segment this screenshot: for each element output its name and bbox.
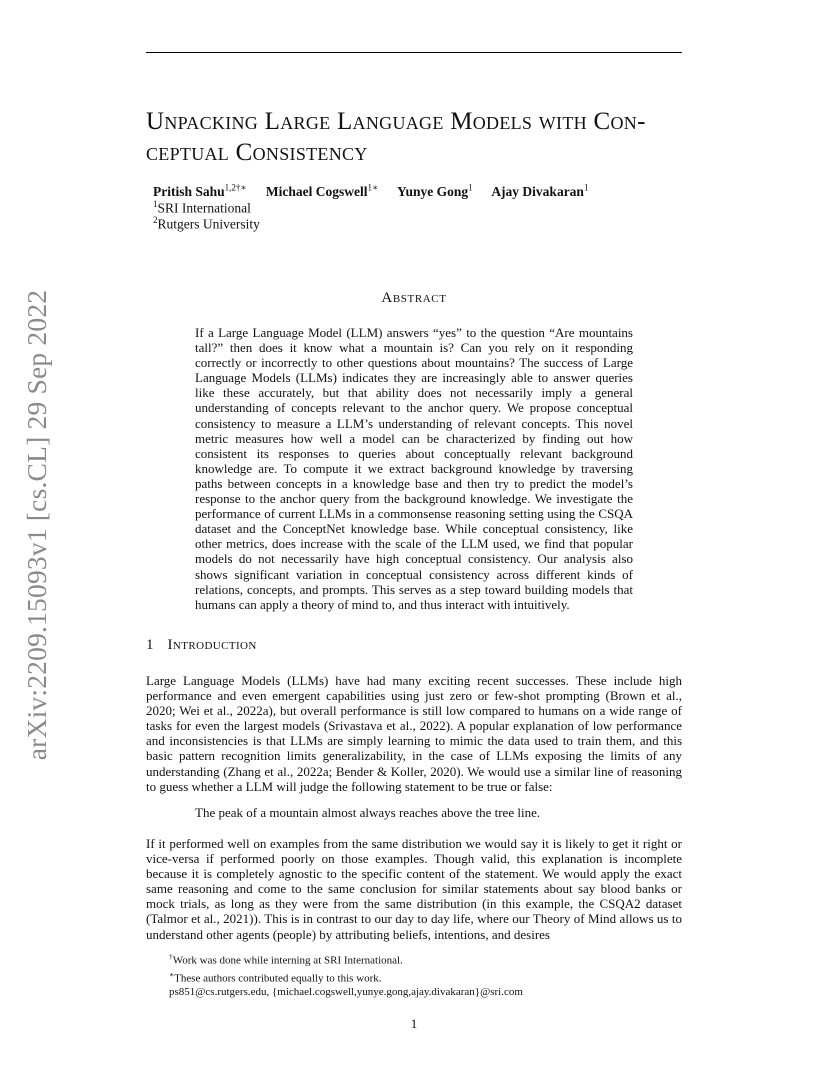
quoted-statement: The peak of a mountain almost always reaches above the tree line. (195, 805, 541, 820)
author-list (153, 182, 604, 200)
footnote-mark: ∗ (169, 970, 175, 980)
footnote-text: Work was done while interning at SRI International. (172, 954, 403, 967)
top-rule (146, 52, 682, 53)
author-affil-mark: 1 (468, 182, 473, 192)
abstract-text: If a Large Language Model (LLM) answers “yes” to the question “Are mountains tall?” then does it know what a mountain is? Can you rely on it responding correctly or incorrectly to other questions about mountains? The success of Large Language Models (LLMs) indicates they are increasingly able to answer queries like these accurately, but that ability does not necessarily imply a general understanding of concepts relevant to the anchor query. We propose conceptual consistency to measure a LLM’s understanding of relevant concepts. This novel metric measures how well a model can be characterized by finding out how consistent its responses to queries about conceptually relevant background knowledge are. To compute it we extract background knowledge by traversing paths between concepts in a knowledge base and then try to predict the model’s response to the anchor query from the background knowledge. We investigate the performance of current LLMs in a commonsense reasoning setting using the CSQA dataset and the ConceptNet knowledge base. While conceptual consistency, like other metrics, does increase with the scale of the LLM used, we find that popular models do not necessarily have high conceptual consistency. Our analysis also shows significant variation in conceptual consistency across different kinds of relations, concepts, and prompts. This serves as a step toward building models that humans can apply a theory of mind to, and thus interact with intuitively. (195, 325, 633, 612)
footnote-emails (169, 986, 523, 1000)
section-title: Introduction (167, 637, 257, 653)
author (491, 184, 588, 199)
footnote (169, 950, 523, 968)
paper-title (146, 106, 706, 168)
intro-paragraph: If it performed well on examples from the same distribution we would say it is likely to get it right or vice-versa if performed poorly on those examples. Though valid, this explanation is incomplete because it is completely agnostic to the specific content of the statement. We would apply the exact same reasoning and come to the same conclusion for similar statements about say blood banks or mock trials, as long as they were from the same distribution (in this example, the CSQA2 dataset (Talmor et al., 2021)). This is in contrast to our day to day life, where our Theory of Mind allows us to understand other agents (people) by attributing beliefs, intentions, and desires (146, 836, 682, 942)
abstract-heading: Abstract (381, 290, 447, 306)
page-number: 1 (410, 1016, 418, 1031)
author (397, 184, 473, 199)
footnote-text: ps851@cs.rutgers.edu, {michael.cogswell,yunye.gong,ajay.divakaran}@sri.com (169, 986, 523, 999)
footnotes (169, 950, 523, 1000)
footnote (169, 968, 523, 986)
section-heading (146, 637, 257, 654)
author-name: Yunye Gong (397, 183, 469, 199)
title-line-2: ceptual Consistency (146, 139, 368, 166)
section-number: 1 (146, 637, 154, 653)
author-name: Pritish Sahu (153, 183, 225, 199)
affiliation (153, 215, 260, 233)
author-affil-mark: 1∗ (367, 182, 379, 192)
author-affil-mark: 1 (583, 182, 589, 192)
author (153, 184, 247, 199)
affiliation-mark: 1 (153, 199, 158, 209)
affiliation (153, 199, 251, 217)
footnote-text: These authors contributed equally to this work. (174, 972, 382, 985)
author-name: Michael Cogswell (265, 183, 368, 199)
arxiv-stamp (12, 290, 62, 760)
affiliation-name: Rutgers University (157, 216, 260, 232)
arxiv-id: arXiv:2209.15093v1 [cs.CL] 29 Sep 2022 (21, 289, 52, 761)
author-affil-mark: 1,2†∗ (224, 182, 247, 192)
title-line-1: Unpacking Large Language Models with Con- (146, 108, 646, 135)
affiliation-name: SRI International (157, 200, 251, 216)
footnote-mark: † (169, 952, 173, 961)
author-name: Ajay Divakaran (491, 183, 584, 199)
affiliation-mark: 2 (153, 215, 158, 225)
intro-paragraph: Large Language Models (LLMs) have had many exciting recent successes. These include high performance and even emergent capabilities using just zero or few-shot prompting (Brown et al., 2020; Wei et al., 2022a), but overall performance is still low compared to humans on a wide range of tasks for even the largest models (Srivastava et al., 2022). A popular explanation of low performance and inconsistencies is that LLMs are simply learning to mimic the data used to train them, and this basic pattern recognition limits generalizability, in the case of LLMs exposing the limits of any understanding (Zhang et al., 2022a; Bender & Koller, 2020). We would use a similar line of reasoning to guess whether a LLM will judge the following statement to be true or false: (146, 673, 682, 794)
author (266, 184, 378, 199)
